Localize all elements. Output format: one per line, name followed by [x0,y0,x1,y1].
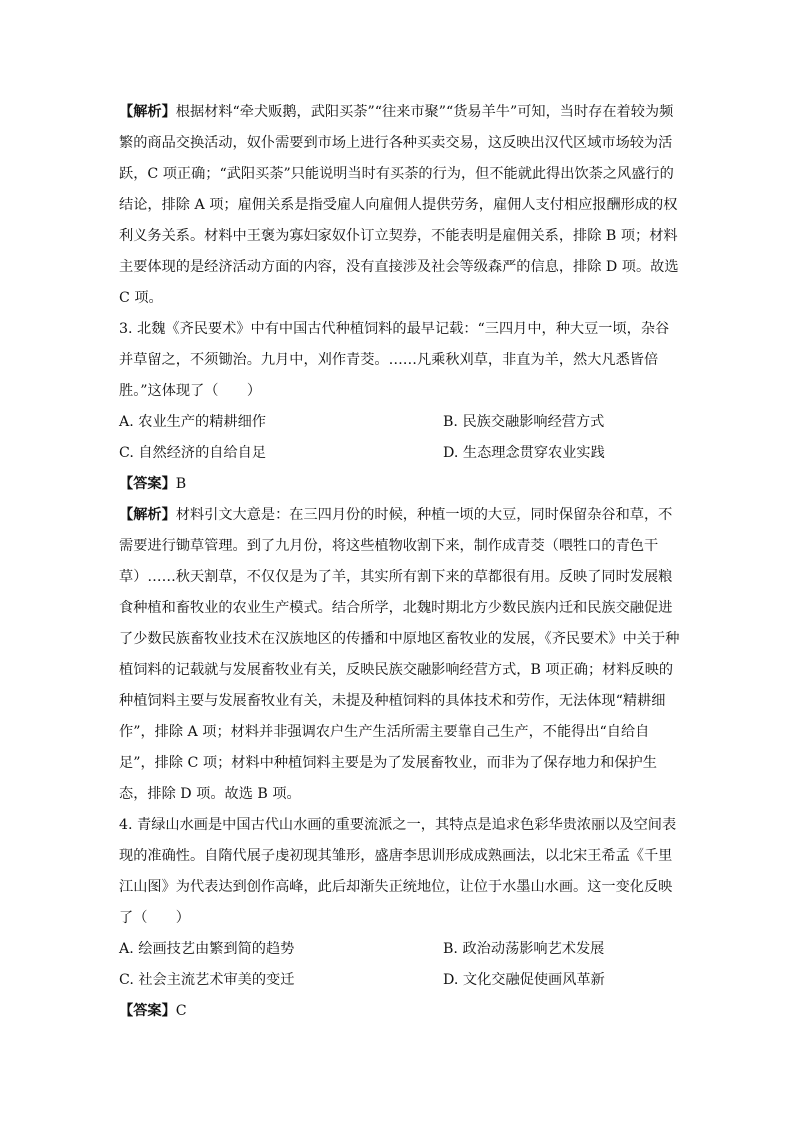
option-a: A. 农业生产的精耕细作 [119,414,266,430]
analysis-line: 了少数民族畜牧业技术在汉族地区的传播和中原地区畜牧业的发展，《齐民要术》中关于种 [119,631,680,647]
analysis-line [119,500,679,531]
analysis-line: 需要进行锄草管理。到了九月份，将这些植物收割下来，制作成青茭（喂牲口的青色干 [119,538,659,554]
analysis-line: 利义务关系。材料中王褒为寡妇家奴仆订立契券，不能表明是雇佣关系，排除 B 项；材料 [119,228,678,244]
question-4-options [119,934,679,996]
analysis-line: 主要体现的是经济活动方面的内容，没有直接涉及社会等级森严的信息，排除 D 项。故选 [119,259,679,275]
analysis-block-q3 [119,500,679,810]
analysis-line: 种植饲料主要与发展畜牧业有关，未提及种植饲料的具体技术和劳作，无法体现“精耕细 [119,693,666,709]
question-4-stem [119,810,679,934]
analysis-text: 材料引文大意是：在三四月份的时候，种植一顷的大豆，同时保留杂谷和草，不 [175,507,673,523]
question-3-answer [119,469,679,500]
analysis-line: 态，排除 D 项。故选 B 项。 [119,786,301,802]
option-d: D. 文化交融促使画风革新 [443,972,605,988]
analysis-line: 食种植和畜牧业的农业生产模式。结合所学，北魏时期北方少数民族内迁和民族交融促进 [119,600,673,616]
option-a: A. 绘画技艺由繁到简的趋势 [119,941,295,957]
option-d: D. 生态理念贯穿农业实践 [443,445,605,461]
analysis-text: 根据材料“牵犬贩鹅，武阳买荼”“往来市聚”“货易羊牛”可知，当时存在着较为频 [175,104,674,120]
stem-line: 3. 北魏《齐民要术》中有中国古代种植饲料的最早记载：“三四月中，种大豆一顷，杂谷 [119,321,670,337]
question-3-options [119,407,679,469]
answer-label: 【答案】 [119,1003,176,1019]
stem-line: 胜。”这体现了（ ） [119,383,262,399]
question-4-answer [119,996,679,1027]
option-c: C. 自然经济的自给自足 [119,445,267,461]
analysis-line: 草）……秋天割草，不仅仅是为了羊，其实所有割下来的草都很有用。反映了同时发展粮 [119,569,673,585]
option-c: C. 社会主流艺术审美的变迁 [119,972,295,988]
option-b: B. 民族交融影响经营方式 [443,414,605,430]
analysis-line: C 项。 [119,290,163,306]
analysis-line: 跃，C 项正确；“武阳买荼”只能说明当时有买荼的行为，但不能就此得出饮荼之风盛行的 [119,166,674,182]
answer-value: B [175,476,187,492]
stem-line: 现的准确性。自隋代展子虔初现其雏形，盛唐李思训形成成熟画法，以北宋王希孟《千里 [119,848,673,864]
analysis-block-q2 [119,97,679,314]
analysis-line: 作”，排除 A 项；材料并非强调农户生产生活所需主要靠自己生产，不能得出“自给自 [119,724,650,740]
analysis-line [119,97,679,128]
analysis-line: 繁的商品交换活动，奴仆需要到市场上进行各种买卖交易，这反映出汉代区域市场较为活 [119,135,673,151]
stem-line: 了（ ） [119,910,190,926]
analysis-line: 植饲料的记载就与发展畜牧业有关，反映民族交融影响经营方式，B 项正确；材料反映的 [119,662,674,678]
document-page [119,97,679,1027]
question-3-stem [119,314,679,407]
analysis-line: 结论，排除 A 项；雇佣关系是指受雇人向雇佣人提供劳务，雇佣人支付相应报酬形成的权 [119,197,678,213]
analysis-label: 【解析】 [119,104,176,120]
answer-value: C [175,1003,187,1019]
answer-label: 【答案】 [119,476,176,492]
analysis-line: 足”，排除 C 项；材料中种植饲料主要是为了发展畜牧业，而非为了保存地力和保护生 [119,755,657,771]
stem-line: 4. 青绿山水画是中国古代山水画的重要流派之一，其特点是追求色彩华贵浓丽以及空间表 [119,817,677,833]
stem-line: 江山图》为代表达到创作高峰，此后却渐失正统地位，让位于水墨山水画。这一变化反映 [119,879,673,895]
analysis-label: 【解析】 [119,507,176,523]
option-b: B. 政治动荡影响艺术发展 [443,941,605,957]
stem-line: 并草留之，不须锄治。九月中，刈作青茭。……凡乘秋刈草，非直为羊，然大凡悉皆倍 [119,352,659,368]
